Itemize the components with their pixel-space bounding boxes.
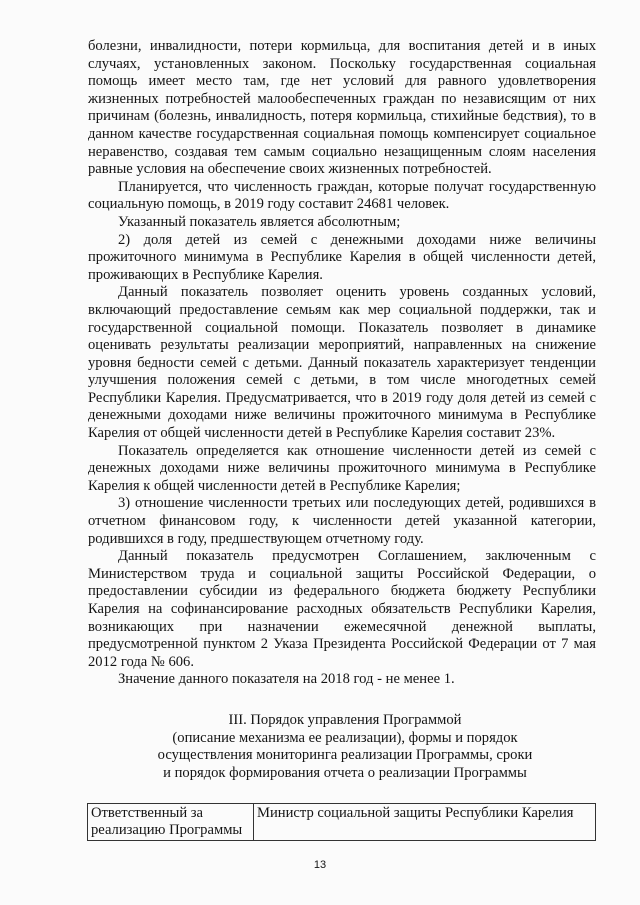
body-text [88,38,596,689]
section-heading-line-4: и порядок формирования отчета о реализации Программы [163,764,527,781]
page-number: 13 [313,859,327,871]
paragraph-indicator-3: 3) отношение численности третьих или последующих детей, родившихся в отчетном финансовом году, к численности детей указанной категории, родившихся в году, предшествующем отчетному году. [88,495,596,547]
paragraph-indicator-2-formula: Показатель определяется как отношение численности детей из семей с денежных доходами ниже величины прожиточного минимума в Республике Карелия к общей численности детей в Республике Карелия; [88,442,596,494]
section-heading-line-1: III. Порядок управления Программой [228,712,462,728]
paragraph-indicator-2: 2) доля детей из семей с денежными доходами ниже величины прожиточного минимума в Республике Карелия в общей численности детей, проживающих в Республике Карелия. [88,231,596,283]
paragraph-planned-count: Планируется, что численность граждан, которые получат государственную социальную помощь, в 2019 году составит 24681 человек. [88,178,596,213]
paragraph-indicator-3-value: Значение данного показателя на 2018 год - не менее 1. [118,671,455,688]
paragraph-indicator-2-description: Данный показатель позволяет оценить уровень созданных условий, включающий предоставление семьям как мер социальной поддержки, так и государственной социальной помощи. Показатель позволяет в динамике оценивать результаты реализации мероприятий, направленных на снижение уровня бедности семей с детьми. Данный показатель характеризует тенденции улучшения положения семей с детьми, в том числе многодетных семей Республики Карелия. Предусматривается, что в 2019 году доля детей из семей с денежными доходами ниже величины прожиточного минимума в Республике Карелия от общей численности детей в Республике Карелия составит 23%. [88,284,596,442]
table-row [88,804,596,841]
section-heading [90,712,600,782]
section-heading-line-3: осуществления мониторинга реализации Программы, сроки [157,747,533,764]
section-heading-line-2: (описание механизма ее реализации), формы и порядок [172,729,518,746]
paragraph-continuation: болезни, инвалидности, потери кормильца, для воспитания детей и в иных случаях, установленных законом. Поскольку государственная социальная помощь имеет место там, где нет условий для равного удовлетворения жизненных потребностей малообеспеченных граждан по независящим от них причинам (болезнь, инвалидность, потеря кормильца, стихийные бедствия), то в данном качестве государственная социальная помощь компенсирует социальное неравенство, создавая тем самым социально незащищенным слоям населения равные условия на обеспечение своих жизненных потребностей. [88,38,596,178]
responsible-table [87,803,596,841]
paragraph-indicator-3-description: Данный показатель предусмотрен Соглашением, заключенным с Министерством труда и социальной защиты Российской Федерации, о предоставлении субсидии из федерального бюджета бюджету Республики Карелия на софинансирование расходных обязательств Республики Карелия, возникающих при назначении ежемесячной денежной выплаты, предусмотренной пунктом 2 Указа Президента Российской Федерации от 7 мая 2012 года № 606. [88,548,596,670]
paragraph-absolute-indicator: Указанный показатель является абсолютным; [118,213,401,230]
responsible-value-cell: Министр социальной защиты Республики Карелия [254,804,596,841]
responsible-label-cell: Ответственный за реализацию Программы [88,804,254,841]
